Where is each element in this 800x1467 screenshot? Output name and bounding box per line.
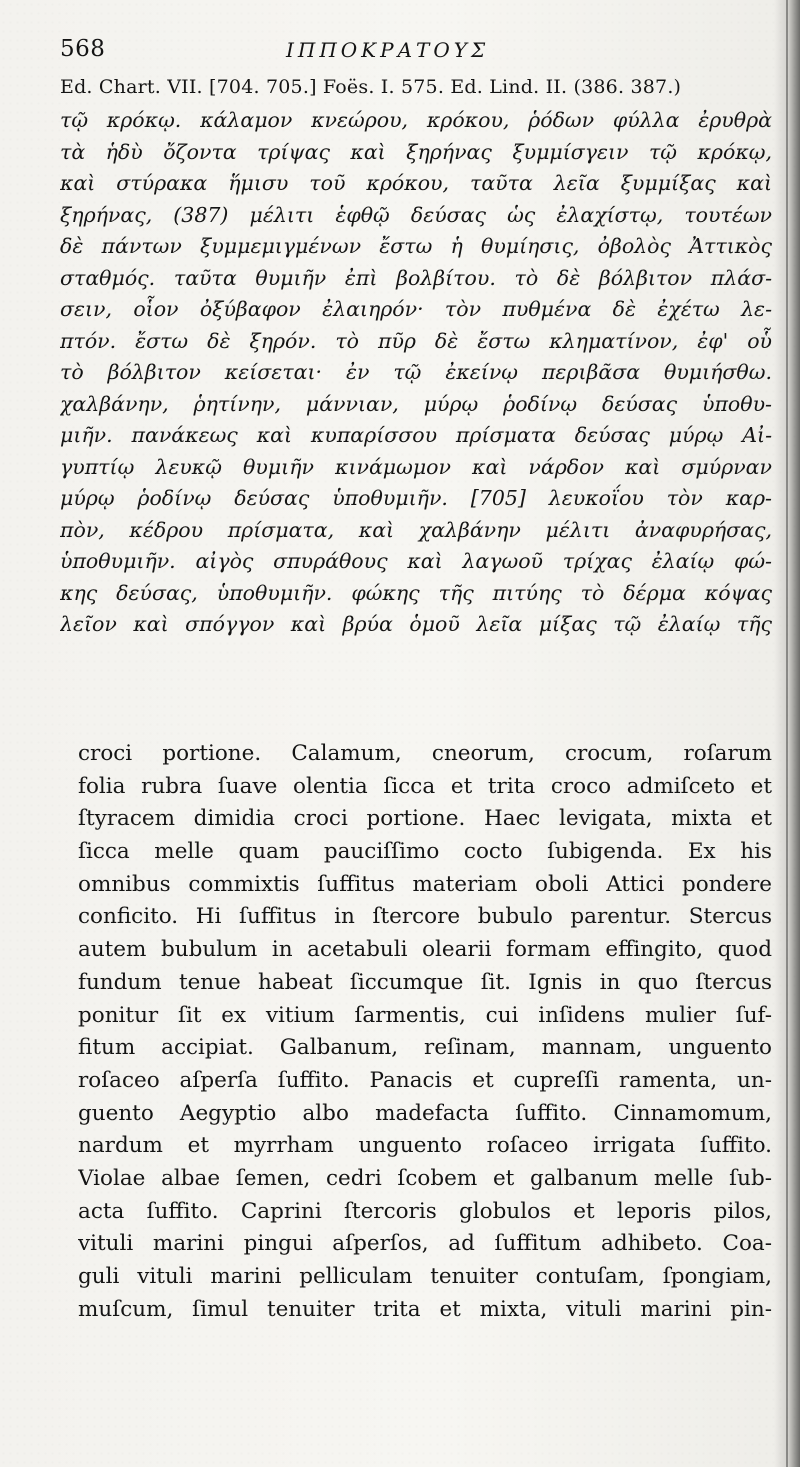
latin-line: conficito. Hi ſuffitus in ſtercore bubulo parentur. Stercus [78,904,772,930]
greek-line: καὶ στύρακα ἥμισυ τοῦ κρόκου, ταῦτα λεῖα ξυμμίξας καὶ [60,171,772,195]
latin-line: vituli marini pingui aſperſos, ad ſuffitum adhibeto. Coa- [78,1231,772,1257]
latin-line: croci portione. Calamum, cneorum, crocum, roſarum [78,741,772,766]
greek-line: πὸν, κέδρου πρίσματα, καὶ χαλβάνην μέλιτι ἀναφυρήσας, [60,517,772,542]
greek-line: τὰ ἡδὺ ὄζοντα τρίψας καὶ ξηρήνας ξυμμίσγειν τῷ κρόκῳ, [60,139,772,164]
latin-line: fundum tenue habeat ſiccumque ſit. Ignis in quo ſtercus [78,969,772,995]
greek-line: μιῆν. πανάκεως καὶ κυπαρίσσου πρίσματα δεύσας μύρῳ Αἰ- [60,423,772,447]
greek-line: πτόν. ἔστω δὲ ξηρόν. τὸ πῦρ δὲ ἔστω κληματίνον, ἐφ' οὗ [60,328,772,353]
latin-line: nardum et myrrham unguento roſaceo irrigata ſuffito. [78,1133,772,1159]
running-title: ΙΠΠΟΚΡΑΤΟΥΣ [286,38,490,62]
greek-line: κης δεύσας, ὑποθυμιῆν. φώκης τῆς πιτύης τὸ δέρμα κόψας [60,580,772,605]
greek-line: τῷ κρόκῳ. κάλαμον κνεώρου, κρόκου, ῥόδων φύλλα ἐρυθρὰ [60,108,772,132]
greek-line: γυπτίῳ λευκῷ θυμιῆν κινάμωμον καὶ νάρδον καὶ σμύρναν [60,454,772,479]
latin-line: roſaceo aſperſa ſuffito. Panacis et cupreſſi ramenta, un- [78,1067,772,1093]
latin-line: Violae albae ſemen, cedri ſcobem et galbanum melle ſub- [78,1165,772,1191]
greek-line: δὲ πάντων ξυμμεμιγμένων ἔστω ἡ θυμίησις, ὀβολὸς Ἀττικὸς [60,234,772,258]
latin-line: omnibus commixtis ſuffitus materiam oboli Attici pondere [78,871,772,897]
latin-line: acta ſuffito. Caprini ſtercoris globulos et leporis pilos, [78,1198,772,1224]
latin-line: folia rubra ſuave olentia ſicca et trita croco admiſceto et [78,773,772,799]
latin-line: guli vituli marini pelliculam tenuiter contuſam, ſpongiam, [78,1264,772,1289]
page-header [60,32,760,66]
greek-line: χαλβάνην, ῥητίνην, μάννιαν, μύρῳ ῥοδίνῳ δεύσας ὑποθυ- [60,391,772,416]
greek-line: σταθμός. ταῦτα θυμιῆν ἐπὶ βολβίτου. τὸ δὲ βόλβιτον πλάσ- [60,265,772,290]
greek-line: μύρῳ ῥοδίνῳ δεύσας ὑποθυμιῆν. [705] λευκοΐου τὸν καρ- [60,486,772,510]
greek-line: λεῖον καὶ σπόγγον καὶ βρύα ὁμοῦ λεῖα μίξας τῷ ἐλαίῳ τῆς [60,612,772,636]
greek-line: ὑποθυμιῆν. αἰγὸς σπυράθους καὶ λαγωοῦ τρίχας ἐλαίῳ φώ- [60,549,772,573]
binding-edge [786,0,788,1467]
page-number: 568 [60,36,106,62]
latin-line: fitum accipiat. Galbanum, reſinam, mannam, unguento [78,1035,772,1061]
latin-line: ſtyracem dimidia croci portione. Haec levigata, mixta et [78,806,772,832]
latin-line: autem bubulum in acetabuli olearii formam effingito, quod [78,937,772,963]
latin-line: ponitur ſit ex vitium ſarmentis, cui inſidens mulier ſuf- [78,1002,772,1028]
edition-reference-line: Ed. Chart. VII. [704. 705.] Foës. I. 575. Ed. Lind. II. (386. 387.) [60,76,682,98]
greek-line: ξηρήνας, (387) μέλιτι ἑφθῷ δεύσας ὡς ἐλαχίστῳ, τουτέων [60,202,772,227]
greek-line: σειν, οἷον ὀξύβαφον ἐλαιηρόν· τὸν πυθμένα δὲ ἐχέτω λε- [60,297,772,321]
latin-line: muſcum, ſimul tenuiter trita et mixta, vituli marini pin- [78,1296,772,1322]
greek-text-block [60,105,772,641]
greek-line: τὸ βόλβιτον κείσεται· ἐν τῷ ἐκείνῳ περιβᾶσα θυμιήσθω. [60,360,772,384]
latin-text-block [78,738,772,1326]
latin-line: ſicca melle quam pauciſſimo cocto ſubigenda. Ex his [78,839,772,865]
latin-line: guento Aegyptio albo madefacta ſuffito. Cinnamomum, [78,1100,772,1126]
